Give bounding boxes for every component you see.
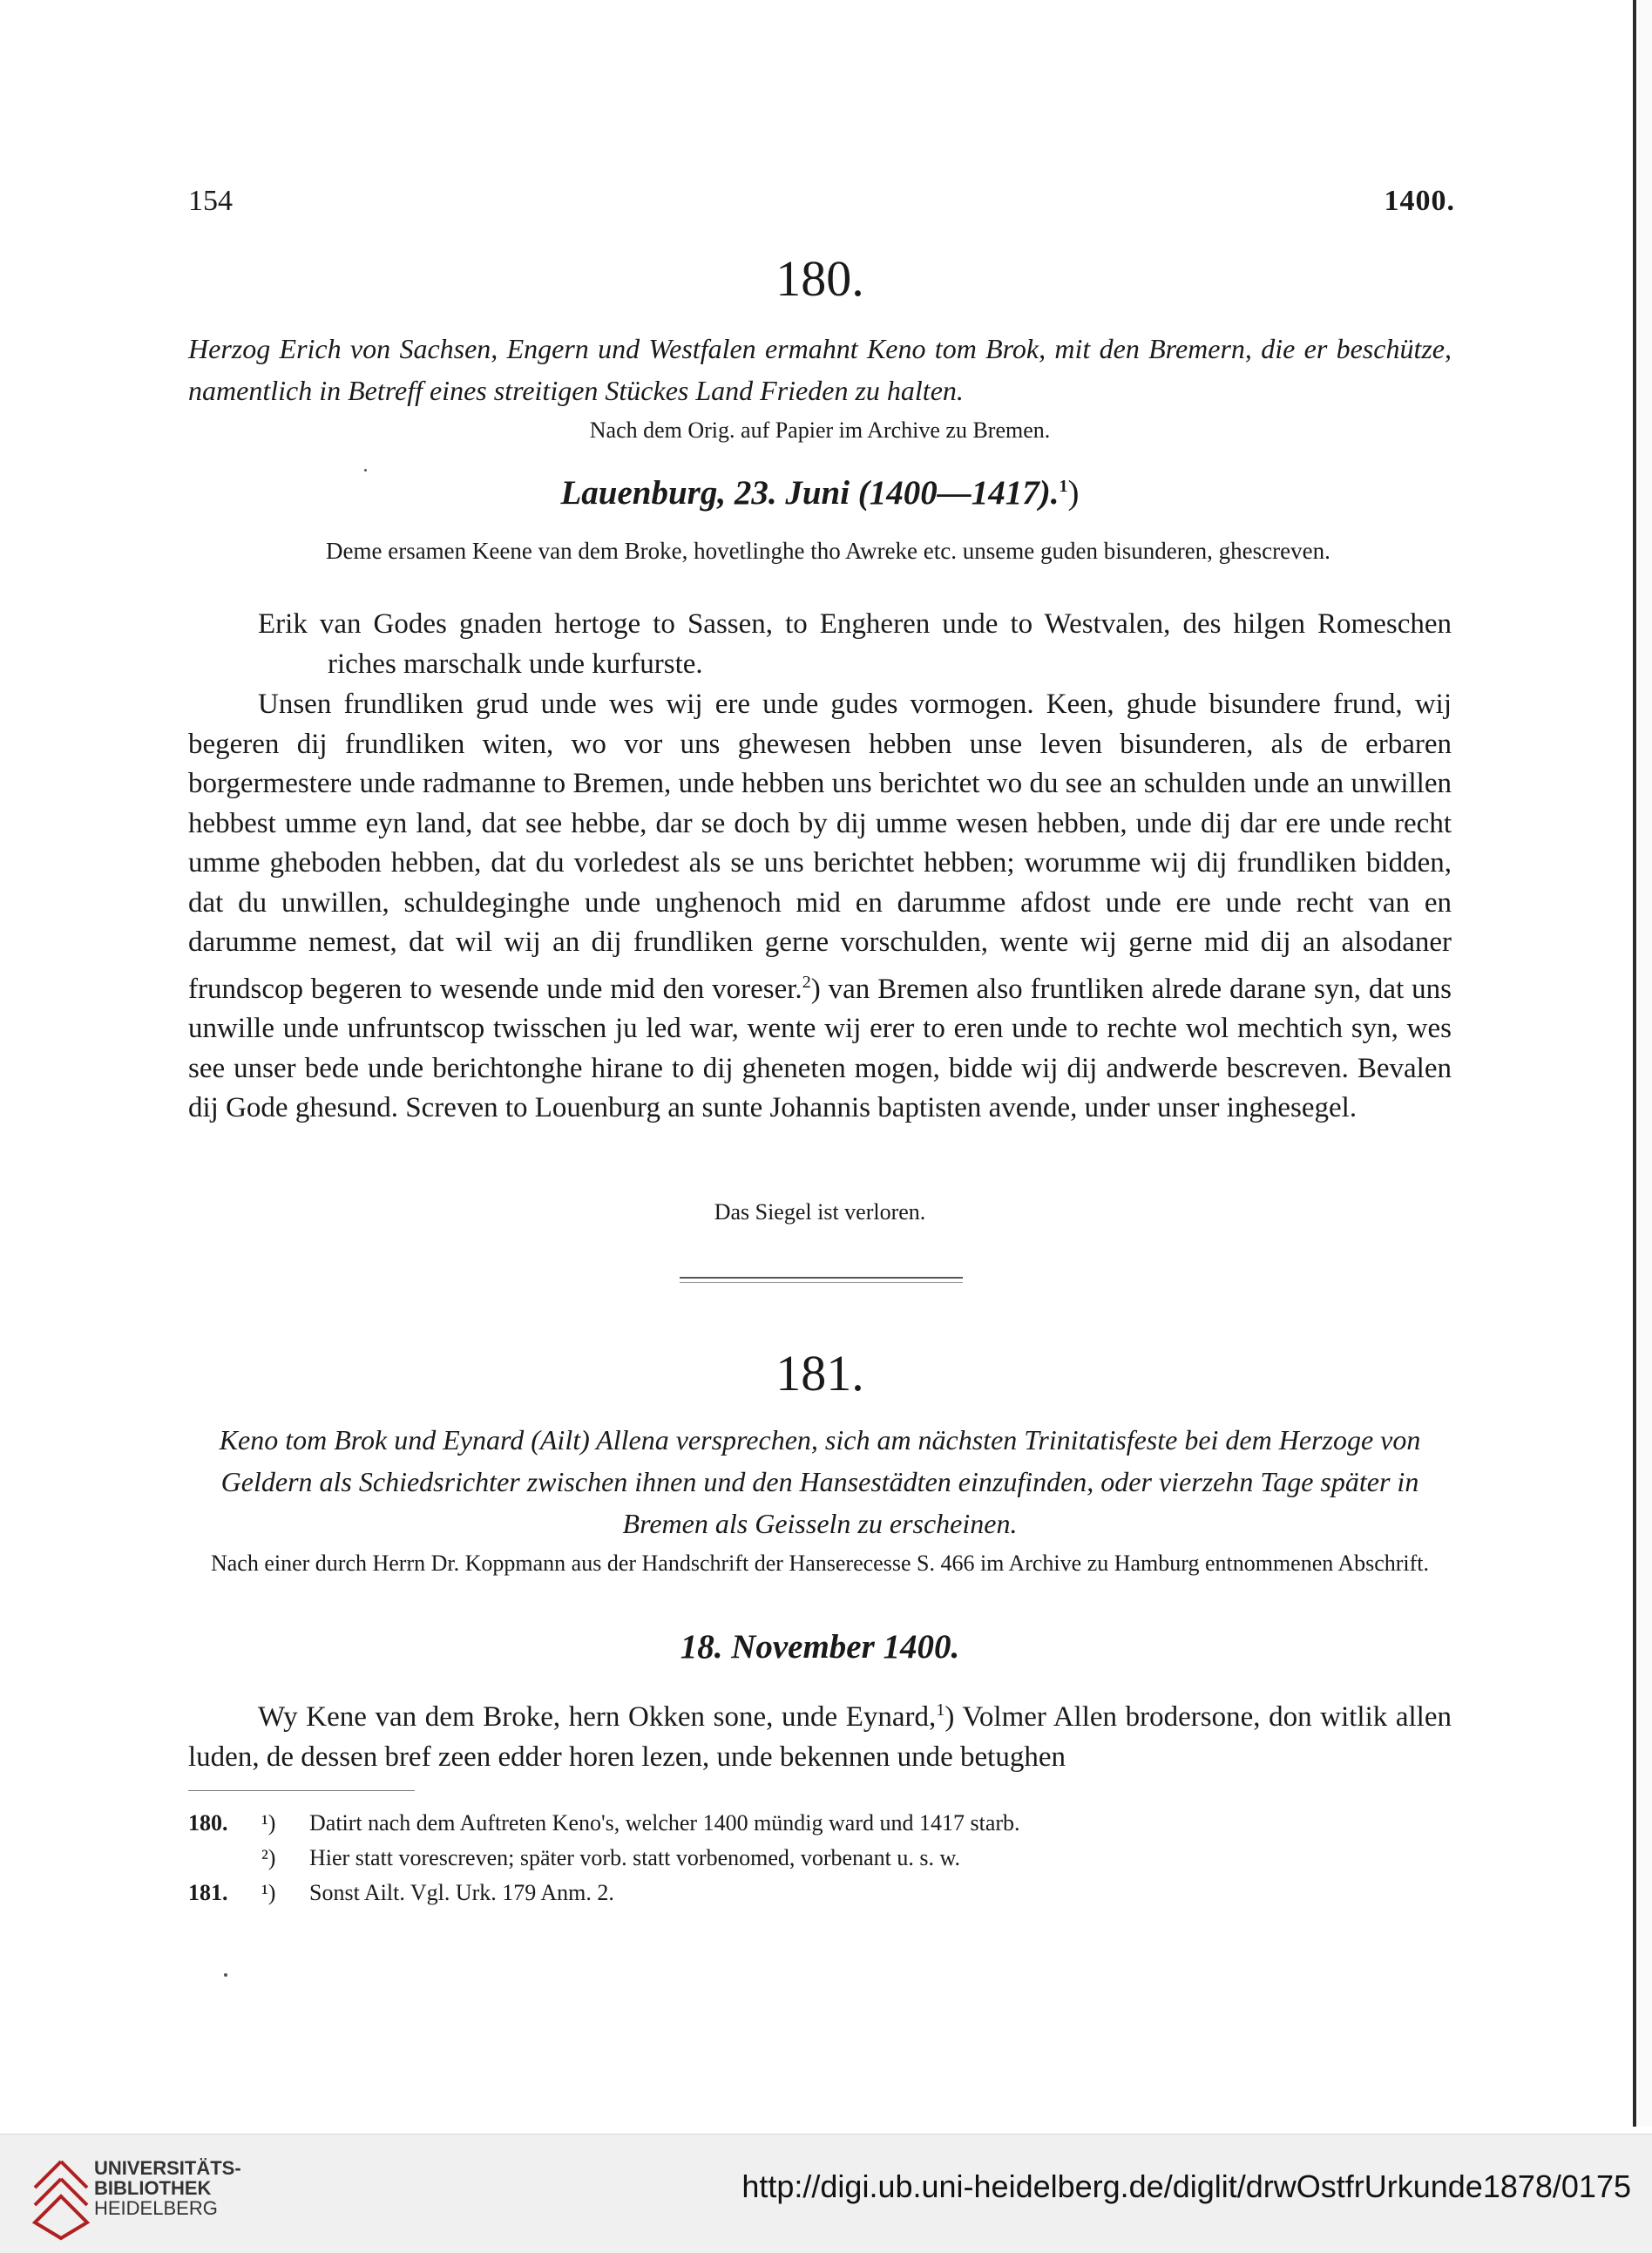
footnote-mark: ¹) <box>261 1810 276 1836</box>
heidelberg-library-logo-icon[interactable] <box>26 2144 96 2242</box>
footnote-doc-number <box>188 1841 261 1876</box>
footnote-row <box>188 1841 1452 1876</box>
doc-181-dateline: 18. November 1400. <box>680 1628 960 1666</box>
footnote-text: Sonst Ailt. Vgl. Urk. 179 Anm. 2. <box>309 1880 614 1905</box>
running-year: 1400. <box>1384 185 1455 217</box>
doc-181-text: Wy Kene van dem Broke, hern Okken sone, unde Eynard,$^1$) Volmer Allen brodersone, don witlik allen luden, de dessen bref zeen edder horen lezen, unde bekennen unde betughen <box>188 1700 1452 1773</box>
doc-180-text-part-a: Unsen frundliken grud unde wes wij ere unde gudes vormogen. Keen, ghude bisundere frund, wij begeren dij frundliken witen, wo vor uns ghewesen hebben unse leven bisunderen, als de erbaren borgermestere unde radmanne to Bremen, unde hebben uns berichtet wo du see an schulden unde an unwillen hebbest umme eyn land, dat see hebbe, dar se doch by dij umme wesen hebben, unde dij dar ere unde recht umme gheboden hebben, dat du vorledest als se uns berichtet hebben; worumme wij dij frundliken bidden, dat du unwillen, schuldeginghe unde unghenoch mid en darumme afdost unde ere unde recht van en darumme nemest, dat wil wij an dij frundliken gerne vorschulden, wente wij gerne mid dij an alsodaner frundscop begeren to wesende unde mid den voreser. <box>188 689 1452 1005</box>
footnote-doc-number: 180. <box>188 1810 228 1836</box>
page-number: 154 <box>188 185 233 217</box>
footnotes <box>188 1806 1452 1910</box>
footnote-text: Hier statt vorescreven; später vorb. statt vorbenomed, vorbenant u. s. w. <box>309 1845 961 1870</box>
scan-edge <box>1633 0 1636 2127</box>
footnote-text: Datirt nach dem Auftreten Keno's, welcher 1400 mündig ward und 1417 starb. <box>309 1810 1020 1836</box>
doc-181-text-part-a: Wy Kene van dem Broke, hern Okken sone, unde Eynard, <box>258 1701 937 1733</box>
library-name-line2: BIBLIOTHEK <box>94 2177 212 2199</box>
doc-181-summary: Keno tom Brok und Eynard (Ailt) Allena versprechen, sich am nächsten Trinitatisfeste bei dem Herzoge von Geldern als Schiedsrichter zwischen ihnen und den Hansestädten einzufinden, oder vierzehn Tage später in Bremen als Geisseln zu erscheinen. <box>219 1424 1421 1539</box>
footnote-row <box>188 1806 1452 1841</box>
footnote-mark: ²) <box>261 1845 276 1870</box>
doc-180-dateline-note: 1 <box>1059 477 1068 496</box>
section-divider-thin <box>680 1282 963 1283</box>
footnote-mark: ¹) <box>261 1880 276 1905</box>
doc-180-intitulatio-text: Erik van Godes gnaden hertoge to Sassen, to Engheren unde to Westvalen, des hilgen Romeschen riches marschalk unde kurfurste. <box>258 608 1452 680</box>
doc-181-text-part-b: Volmer Allen brodersone, don witlik allen luden, de dessen bref zeen edder horen lezen, unde bekennen unde betughen <box>188 1701 1452 1773</box>
doc-180-number: 180. <box>775 250 864 307</box>
library-name-line1: UNIVERSITÄTS- <box>94 2157 241 2179</box>
scan-speck <box>364 469 367 472</box>
doc-180-text: Unsen frundliken grud unde wes wij ere unde gudes vormogen. Keen, ghude bisundere frund, wij begeren dij frundliken witen, wo vor uns ghewesen hebben unse leven bisunderen, als de erbaren borgermestere unde radmanne to Bremen, unde hebben uns berichtet wo du see an schulden unde an unwillen hebbest umme eyn land, dat see hebbe, dar se doch by dij umme wesen hebben, unde dij dar ere unde recht umme gheboden hebben, dat du vorledest als se uns berichtet hebben; worumme wij dij frundliken bidden, dat du unwillen, schuldeginghe unde unghenoch mid en darumme afdost unde ere unde recht van en darumme nemest, dat wil wij an dij frundliken gerne vorschulden, wente wij gerne mid dij an alsodaner frundscop begeren to wesende unde mid den voreser.$^2$) van Bremen also fruntliken alrede darane syn, dat uns unwille unde unfruntscop twisschen ju led war, wente wij erer to eren unde to rechte wol mechtich syn, wes see unser bede unde berichtonghe hirane to dij gheneten mogen, bidde wij dij andwerde bescreven. Bevalen dij Gode ghesund. Screven to Louenburg an sunte Johannis baptisten avende, under unser inghesegel. <box>188 689 1452 1123</box>
doc-180-seal-note: Das Siegel ist verloren. <box>714 1199 926 1225</box>
doc-180-summary-text: Herzog Erich von Sachsen, Engern und Westfalen ermahnt Keno tom Brok, mit den Bremern, die er beschütze, namentlich in Betreff eines streitigen Stückes Land Frieden zu halten. <box>188 333 1452 406</box>
library-name-line3: HEIDELBERG <box>94 2197 218 2219</box>
doc-180-address-text: Deme ersamen Keene van dem Broke, hovetlinghe tho Awreke etc. unseme guden bisunderen, ghescreven. <box>326 538 1330 564</box>
section-divider <box>680 1277 963 1279</box>
doc-180-source: Nach dem Orig. auf Papier im Archive zu Bremen. <box>589 417 1051 443</box>
footnote-rule <box>188 1790 415 1791</box>
doc-180-text-note: 2 <box>802 972 811 992</box>
scan-margin <box>1638 0 1652 2127</box>
scan-speck <box>224 1973 227 1977</box>
doc-180-summary <box>188 328 1452 411</box>
doc-181-source: Nach einer durch Herrn Dr. Koppmann aus der Handschrift der Hanserecesse S. 466 im Archive zu Hamburg entnommenen Abschrift. <box>210 1551 1430 1576</box>
doc-180-dateline-text: Lauenburg, 23. Juni (1400—1417). <box>560 474 1060 512</box>
doc-180-address <box>247 535 1373 567</box>
doc-180-intitulatio <box>258 605 1452 684</box>
doc-180-text-part-b: van Bremen also fruntliken alrede darane syn, dat uns unwille unde unfruntscop twisschen ju led war, wente wij erer to eren unde to rechte wol mechtich syn, wes see unser bede unde berichtonghe hirane to dij gheneten mogen, bidde wij dij andwerde bescreven. Bevalen dij Gode ghesund. Screven to Louenburg an sunte Johannis baptisten avende, under unser inghesegel. <box>188 973 1452 1123</box>
doc-180-dateline: Lauenburg, 23. Juni (1400—1417).$^1$) <box>560 474 1080 512</box>
footnote-row <box>188 1876 1452 1910</box>
doc-181-number: 181. <box>775 1345 864 1401</box>
footnote-doc-number: 181. <box>188 1880 228 1905</box>
permalink-url[interactable]: http://digi.ub.uni-heidelberg.de/diglit/drwOstfrUrkunde1878/0175 <box>741 2168 1631 2204</box>
doc-181-text-note: 1 <box>936 1700 945 1720</box>
library-name[interactable] <box>94 2158 241 2218</box>
